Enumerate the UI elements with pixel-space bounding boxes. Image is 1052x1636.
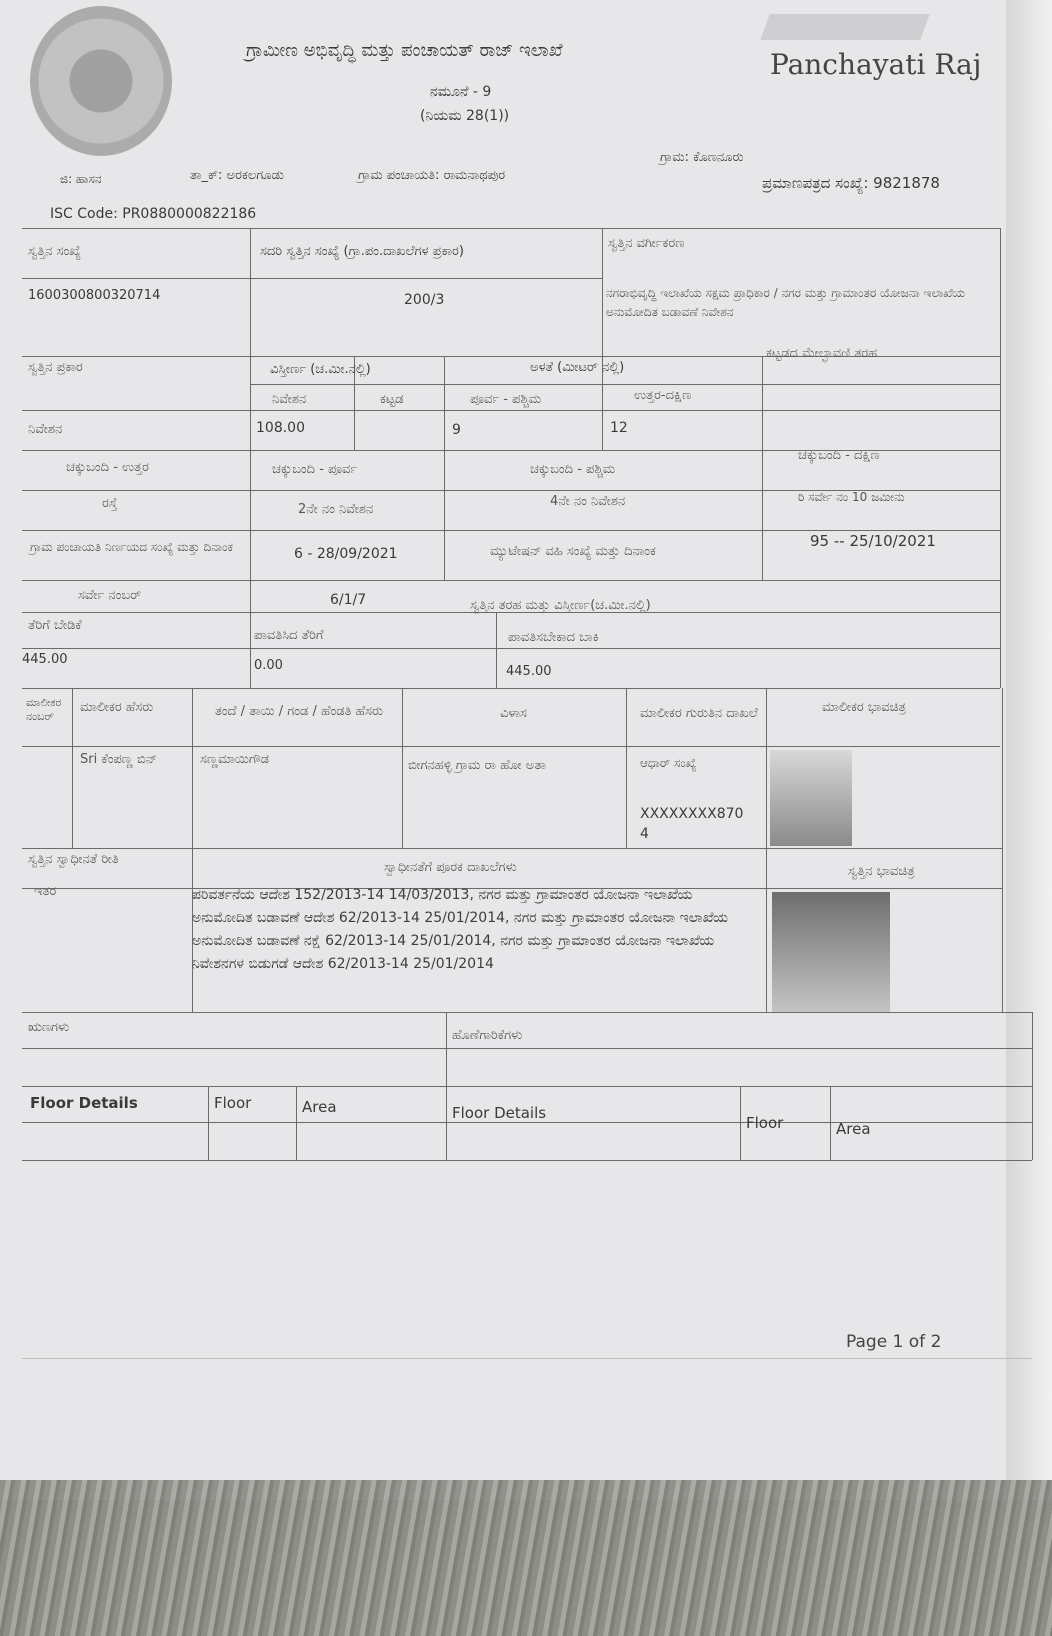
table-rule — [22, 530, 1000, 531]
property-photo — [772, 892, 890, 1012]
id-proof-value: XXXXXXXX870 — [640, 806, 744, 822]
boundary-west-label: ಚಕ್ಕುಬಂದಿ - ಪಶ್ಚಿಮ — [530, 462, 616, 477]
government-seal-icon — [30, 6, 172, 156]
table-rule — [602, 228, 603, 450]
form-number: ನಮೂನೆ - 9 — [430, 84, 492, 100]
tax-due-value: 445.00 — [506, 664, 552, 679]
table-rule — [1032, 1012, 1033, 1160]
gram-panchayat-label: ಗ್ರಾಮ ಪಂಚಾಯತಿ: ರಾಮನಾಥಪುರ — [358, 168, 506, 183]
owner-name-value: Sri ಕೆಂಪಣ್ಣ ಬಿನ್ — [80, 752, 158, 767]
floor-right-label: Floor — [746, 1114, 784, 1132]
table-rule — [1002, 688, 1003, 1012]
loans-label: ಋಣಗಳು — [28, 1020, 70, 1035]
area-right-label: Area — [836, 1120, 871, 1138]
area-left-label: Area — [302, 1098, 337, 1116]
table-rule — [296, 1086, 297, 1160]
classification-label: ಸ್ವತ್ತಿನ ವರ್ಗೀಕರಣ — [608, 236, 685, 251]
table-rule — [22, 1160, 1032, 1161]
department-title: ಗ್ರಾಮೀಣ ಅಭಿವೃದ್ಧಿ ಮತ್ತು ಪಂಚಾಯತ್ ರಾಜ್ ಇಲಾಖೆ — [246, 40, 563, 61]
survey-value: 6/1/7 — [330, 592, 367, 608]
site-area-value: 108.00 — [256, 420, 305, 436]
table-rule — [22, 1122, 1032, 1123]
table-rule — [22, 648, 1000, 649]
table-rule — [208, 1086, 209, 1160]
table-rule — [830, 1086, 831, 1160]
roof-type-label: ಕಟ್ಟಡದ ಮೇಲ್ಛಾವಣಿ ತರಹ — [766, 346, 878, 361]
table-rule — [402, 688, 403, 848]
table-rule — [72, 688, 73, 848]
liabilities-label: ಹೊಣೆಗಾರಿಕೆಗಳು — [452, 1028, 523, 1043]
property-type-label: ಸ್ವತ್ತಿನ ಪ್ರಕಾರ — [28, 360, 83, 375]
table-rule — [444, 356, 445, 580]
mutation-label: ಮ್ಯುಟೇಷನ್ ವಹಿ ಸಂಖ್ಯೆ ಮತ್ತು ದಿನಾಂಕ — [490, 544, 656, 559]
taluk-label: ತಾ_ಕ್: ಅರಕಲಗೂಡು — [190, 168, 285, 183]
floor-left-label: Floor — [214, 1094, 252, 1112]
id-proof-tail: 4 — [640, 826, 649, 842]
ownership-docs-value: ಪರಿವರ್ತನೆಯ ಆದೇಶ 152/2013-14 14/03/2013, ನಗರ ಮತ್ತು ಗ್ರಾಮಾಂತರ ಯೋಜನಾ ಇಲಾಖೆಯ ಅನುಮೋದಿತ ಬಡಾವಣೆ ಆದೇಶ 62/2013-14 25/01/2014, ನಗರ ಮತ್ತು ಗ್ರಾಮಾಂತರ ಯೋಜನಾ ಇಲಾಖೆಯ ಅನುಮೋದಿತ ಬಡಾವಣೆ ನಕ್ಷೆ 62/2013-14 25/01/2014, ನಗರ ಮತ್ತು ಗ್ರಾಮಾಂತರ ಯೋಜನಾ ಇಲಾಖೆಯ ನಿವೇಶನಗಳ ಬಿಡುಗಡೆ ಆದೇಶ 62/2013-14 25/01/2014 — [192, 887, 729, 972]
building-label: ಕಟ್ಟಡ — [380, 392, 404, 407]
boundary-north-value: ರಸ್ತೆ — [102, 496, 118, 511]
table-rule — [22, 1086, 1032, 1087]
property-type-value: ನಿವೇಶನ — [28, 422, 63, 437]
table-rule — [250, 384, 1000, 385]
property-id-value: 1600300800320714 — [28, 288, 161, 303]
east-west-value: 9 — [452, 422, 461, 438]
owner-name-label: ಮಾಲೀಕರ ಹೆಸರು — [80, 700, 154, 715]
table-rule — [22, 1048, 1032, 1049]
district-label: ಜಿ: ಹಾಸನ — [60, 172, 102, 186]
tax-demand-value: 445.00 — [22, 652, 68, 667]
boundary-south-label: ಚಕ್ಕುಬಂದಿ - ದಕ್ಷಿಣ — [798, 448, 880, 463]
id-proof-label: ಮಾಲೀಕರ ಗುರುತಿನ ದಾಖಲೆ — [640, 706, 758, 721]
page-divider — [22, 1358, 1032, 1359]
boundary-south-value: ರಿ ಸರ್ವೇ ನಂ 10 ಜಮೀನು — [798, 490, 905, 504]
table-rule — [22, 688, 1000, 689]
owner-photo-label: ಮಾಲೀಕರ ಭಾವಚಿತ್ರ — [822, 700, 906, 715]
table-rule — [22, 848, 1002, 849]
table-rule — [22, 746, 1000, 747]
boundary-east-label: ಚಕ್ಕುಬಂದಿ - ಪೂರ್ವ — [272, 462, 358, 477]
address-value: ಬೀಗನಹಳ್ಳಿ ಗ್ರಾಮ ರಾ ಹೋ ಅತಾ — [408, 758, 546, 773]
floor-details-left-label: Floor Details — [30, 1094, 138, 1112]
table-rule — [22, 580, 1000, 581]
mutation-value: 95 -- 25/10/2021 — [810, 532, 936, 550]
panchayati-raj-logo-icon — [760, 14, 929, 40]
page-edge — [1006, 0, 1052, 1500]
north-south-value: 12 — [610, 420, 628, 436]
table-rule — [496, 612, 497, 688]
ownership-mode-value: ಇತರ — [34, 884, 57, 899]
village-label: ಗ್ರಾಮ: ಕೊಣನೂರು — [660, 150, 744, 165]
floor-details-right-label: Floor Details — [452, 1104, 547, 1122]
table-rule — [762, 356, 763, 580]
tax-paid-value: 0.00 — [254, 658, 283, 673]
classification-value: ನಗರಾಭಿವೃದ್ಧಿ ಇಲಾಖೆಯ ಸಕ್ಷಮ ಪ್ರಾಧಿಕಾರ / ನಗರ ಮತ್ತು ಗ್ರಾಮಾಂತರ ಯೋಜನಾ ಇಲಾಖೆಯ ಅನುಮೋದಿತ ಬಡಾವಣೆ ನಿವೇಶನ — [606, 286, 966, 319]
brand-title: Panchayati Raj — [770, 48, 982, 81]
table-rule — [740, 1086, 741, 1160]
owner-serial-label: ಮಾಲೀಕರ ನಂಬರ್ — [26, 696, 62, 723]
boundary-north-label: ಚಕ್ಕುಬಂದಿ - ಉತ್ತರ — [66, 460, 149, 475]
id-proof-type: ಆಧಾರ್ ಸಂಖ್ಯೆ — [640, 756, 697, 770]
table-rule — [766, 688, 767, 1012]
site-label: ನಿವೇಶನ — [272, 392, 307, 407]
table-rule — [22, 1012, 1032, 1013]
tax-demand-label: ತೆರಿಗೆ ಬೇಡಿಕೆ — [28, 618, 82, 633]
table-rule — [22, 410, 1000, 411]
table-rule — [22, 228, 1000, 229]
address-label: ವಿಳಾಸ — [500, 706, 527, 721]
table-rule — [250, 228, 251, 688]
ownership-mode-label: ಸ್ವತ್ತಿನ ಸ್ವಾಧೀನತೆ ರೀತಿ — [28, 852, 119, 867]
east-west-label: ಪೂರ್ವ - ಪಶ್ಚಿಮ — [470, 392, 542, 407]
ownership-docs-label: ಸ್ವಾಧೀನತೆಗೆ ಪೂರಕ ದಾಖಲೆಗಳು — [384, 860, 517, 875]
property-photo-label: ಸ್ವತ್ತಿನ ಭಾವಚಿತ್ರ — [848, 864, 915, 879]
parent-name-label: ತಂದೆ / ತಾಯಿ / ಗಂಡ / ಹೆಂಡತಿ ಹೆಸರು — [214, 704, 384, 719]
rule-reference: (ನಿಯಮ 28(1)) — [420, 108, 510, 124]
boundary-east-value: 2ನೇ ನಂ ನಿವೇಶನ — [298, 502, 374, 517]
north-south-label: ಉತ್ತರ-ದಕ್ಷಿಣ — [634, 388, 692, 403]
gp-resolution-label: ಗ್ರಾಮ ಪಂಚಾಯತಿ ನಿರ್ಣಯದ ಸಂಖ್ಯೆ ಮತ್ತು ದಿನಾಂಕ — [30, 540, 233, 554]
page-number: Page 1 of 2 — [846, 1332, 942, 1352]
registration-label: ಸದರಿ ಸ್ವತ್ತಿನ ಸಂಖ್ಯೆ (ಗ್ರಾ.ಪಂ.ದಾಖಲೆಗಳ ಪ್ರಕಾರ) — [260, 244, 464, 259]
nature-area-label: ಸ್ವತ್ತಿನ ತರಹ ಮತ್ತು ವಿಸ್ತೀರ್ಣ(ಚ.ಮೀ.ನಲ್ಲಿ) — [470, 598, 651, 613]
survey-label: ಸರ್ವೇ ನಂಬರ್ — [78, 588, 142, 603]
area-label: ವಿಸ್ತೀರ್ಣ (ಚ.ಮೀ.ನಲ್ಲಿ) — [270, 362, 371, 377]
owner-photo — [770, 750, 852, 846]
parent-name-value: ಸಣ್ಣಮಾಯಿಗೌಡ — [200, 752, 270, 767]
background-surface — [0, 1480, 1052, 1636]
boundary-west-value: 4ನೇ ನಂ ನಿವೇಶನ — [550, 494, 626, 509]
tax-due-label: ಪಾವತಿಸಬೇಕಾದ ಬಾಕಿ — [508, 630, 599, 645]
table-rule — [1000, 228, 1001, 688]
gp-resolution-value: 6 - 28/09/2021 — [294, 546, 398, 562]
dimension-label: ಅಳತೆ (ಮೀಟರ್ ನಲ್ಲಿ) — [530, 360, 625, 375]
isc-code: ISC Code: PR0880000822186 — [50, 206, 257, 222]
property-id-label: ಸ್ವತ್ತಿನ ಸಂಖ್ಯೆ — [28, 244, 82, 259]
tax-paid-label: ಪಾವತಿಸಿದ ತೆರಿಗೆ — [254, 628, 324, 643]
certificate-number: ಪ್ರಮಾಣಪತ್ರದ ಸಂಖ್ಯೆ: 9821878 — [762, 174, 940, 192]
registration-value: 200/3 — [404, 292, 445, 308]
table-rule — [22, 278, 602, 279]
table-rule — [626, 688, 627, 848]
table-rule — [446, 1012, 447, 1160]
